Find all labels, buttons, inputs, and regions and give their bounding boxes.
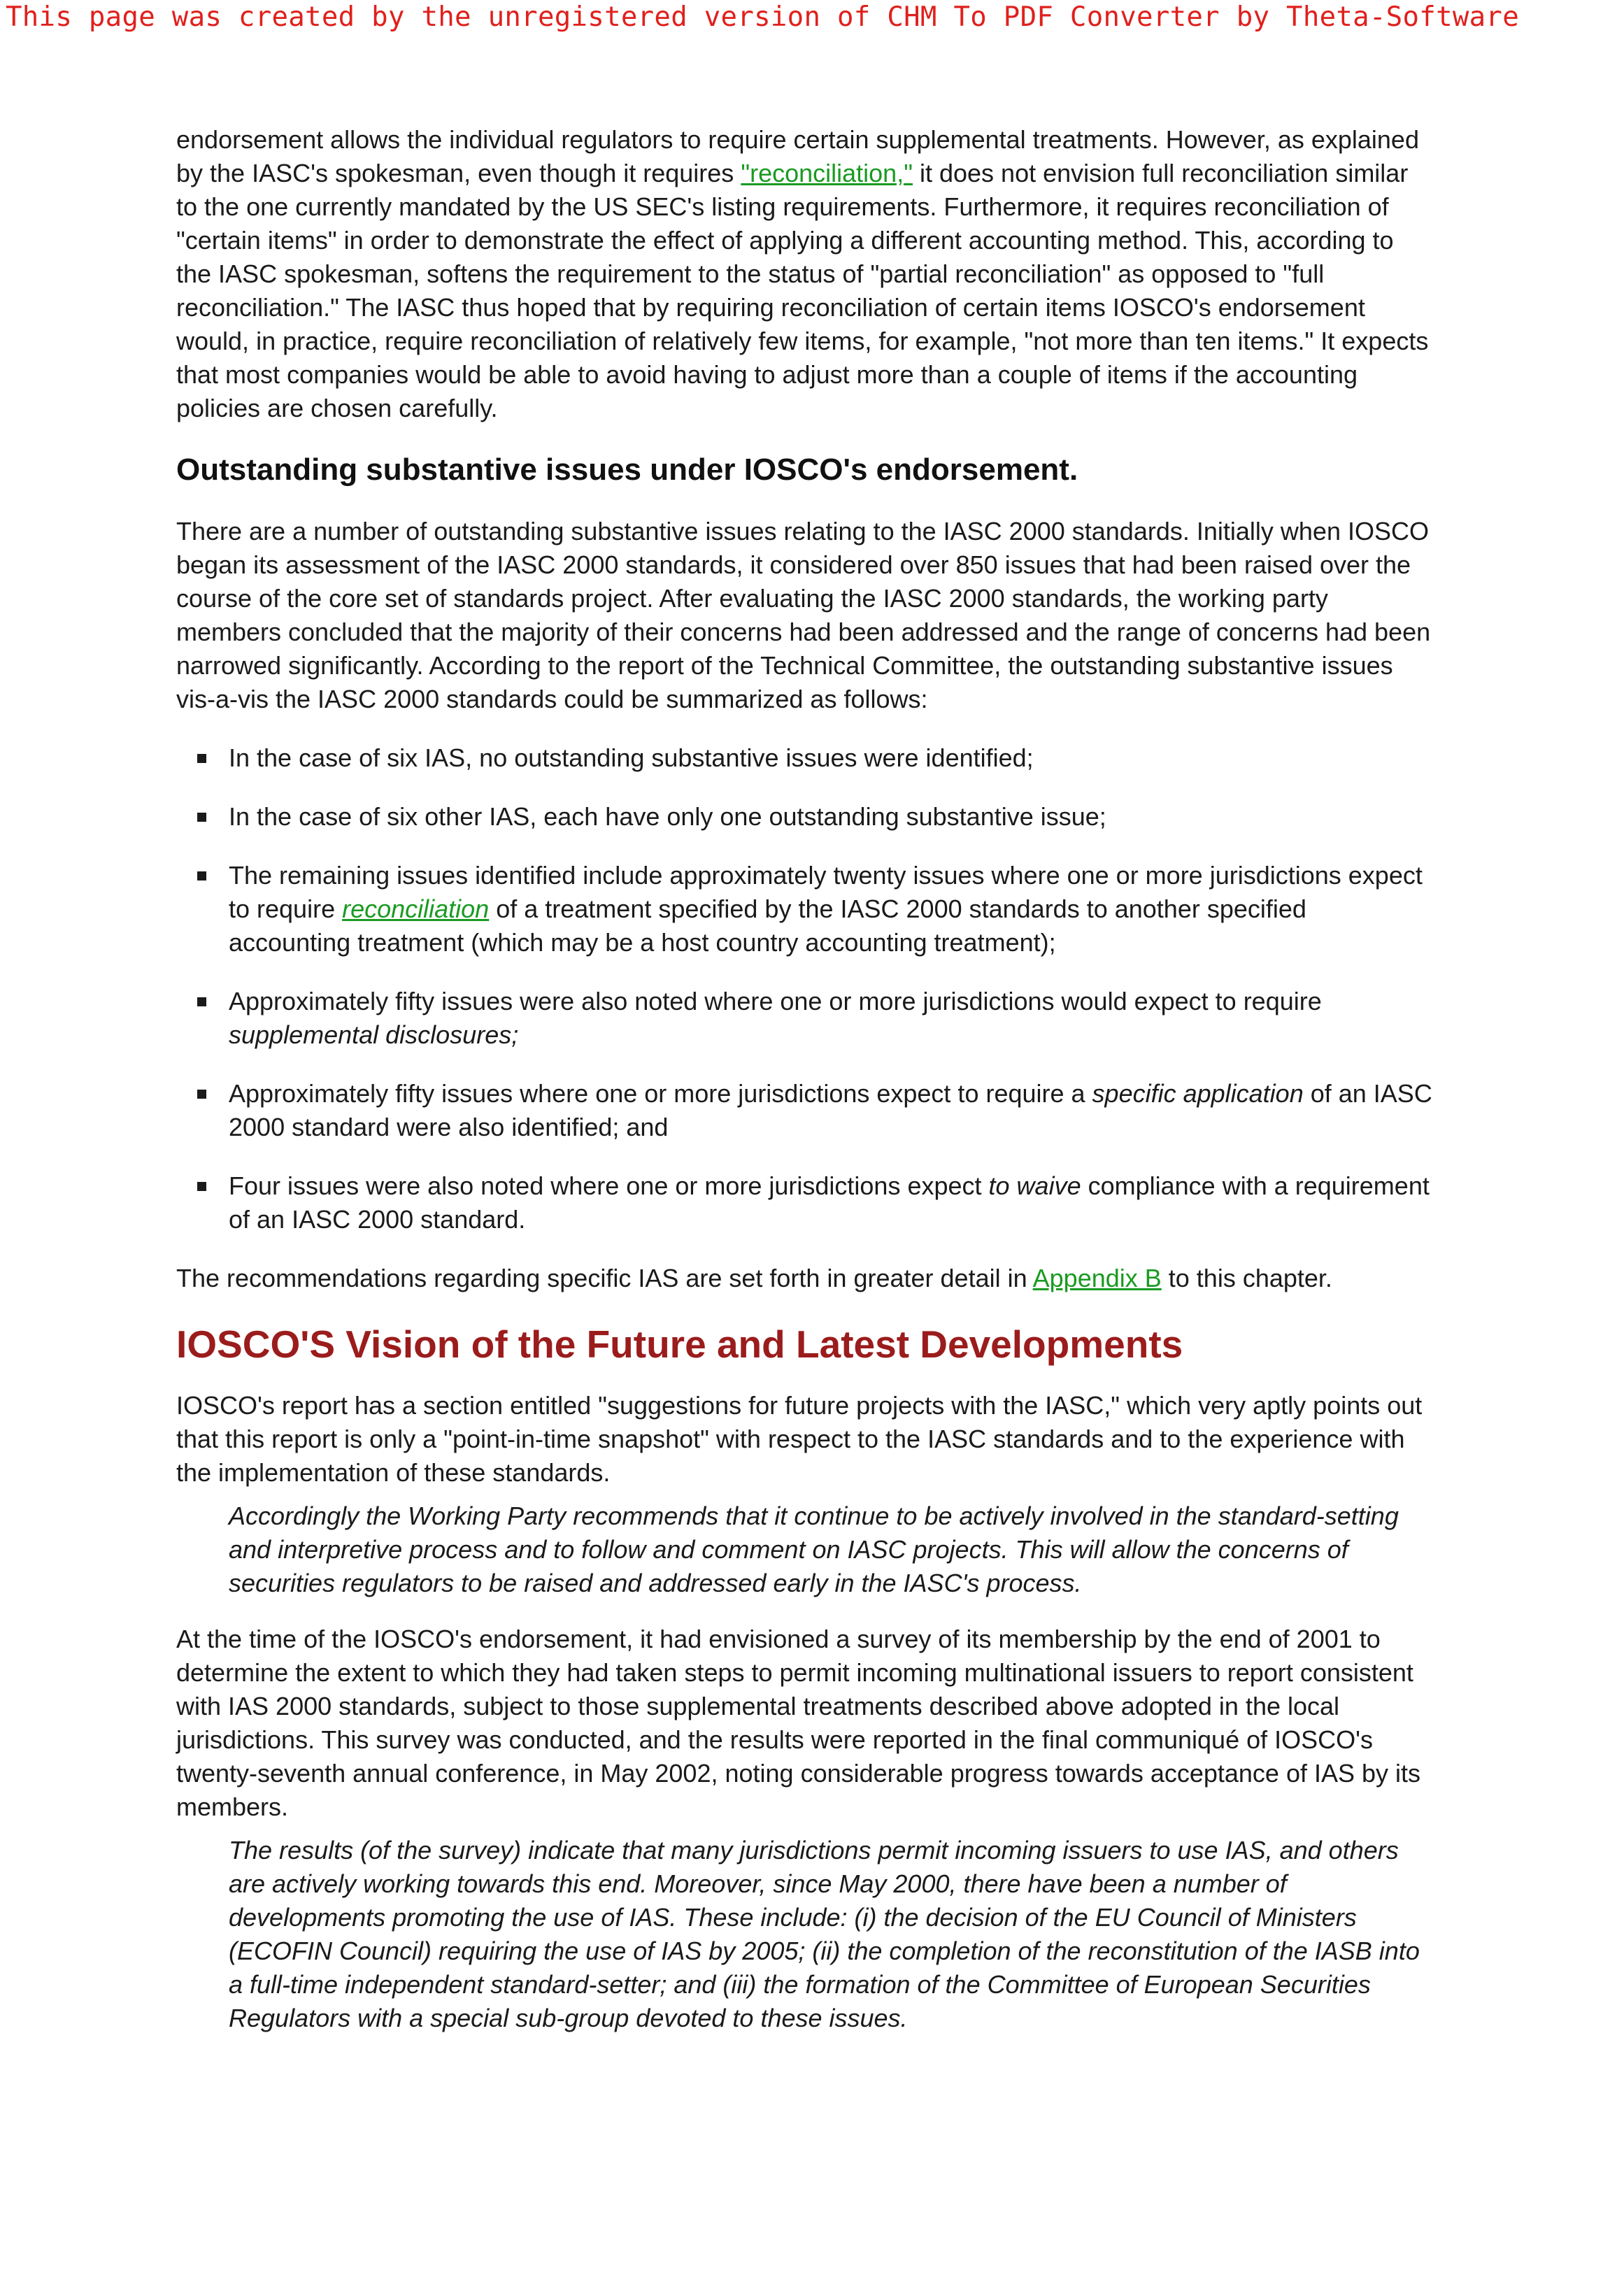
reconciliation-italic-link[interactable]: reconciliation [342, 894, 490, 923]
list-item-text: Approximately fifty issues where one or more jurisdictions expect to require a [229, 1079, 1092, 1108]
survey-results-quote: The results (of the survey) indicate that many jurisdictions permit incoming issuers to use IAS, and others are actively working towards this end. Moreover, since May 2000, there have been a number of developments promoting the use of IAS. These include: (i) the decision of the EU Council of Ministers (ECOFIN Council) requiring the use of IAS by 2005; (ii) the completion of the reconstitution of the IASB into a full-time independent standard-setter; and (iii) the formation of the Committee of European Securities Regulators with a special sub-group devoted to these issues. [229, 1836, 1420, 2032]
working-party-quote: Accordingly the Working Party recommends that it continue to be actively involved in the standard-setting and interpretive process and to follow and comment on IASC projects. This will allow the concerns of securities regulators to be raised and addressed early in the IASC's process. [229, 1502, 1399, 1597]
list-item-text: The remaining issues identified include approximately twenty issues where one or more jurisdictions expect to require [229, 861, 1423, 923]
square-bullet-icon [197, 871, 206, 880]
list-item-text: of an IASC 2000 standard were also identified; and [229, 1079, 1432, 1141]
list-item-text: In the case of six IAS, no outstanding substantive issues were identified; [229, 743, 1034, 772]
list-item [176, 1077, 1435, 1144]
appendix-b-link[interactable]: Appendix B [1032, 1264, 1162, 1292]
document-body [176, 123, 1435, 2058]
square-bullet-icon [197, 997, 206, 1006]
survey-paragraph: At the time of the IOSCO's endorsement, it had envisioned a survey of its membership by the end of 2001 to determine the extent to which they had taken steps to permit incoming multinational issuers to report consistent with IAS 2000 standards, subject to those supplemental treatments described above adopted in the local jurisdictions. This survey was conducted, and the results were reported in the final communiqué of IOSCO's twenty-seventh annual conference, in May 2002, noting considerable progress towards acceptance of IAS by its members. [176, 1625, 1421, 1821]
list-item [176, 800, 1435, 834]
intro-text-b: it does not envision full reconciliation similar to the one currently mandated by the US SEC's listing requirements. Furthermore, it requires reconciliation of "certain items" in order to demonstrate the effect of applying a different accounting method. This, according to the IASC spokesman, softens the requirement to the status of "partial reconciliation" as opposed to "full reconciliation." The IASC thus hoped that by requiring reconciliation of certain items IOSCO's endorsement would, in practice, require reconciliation of relatively few items, for example, "not more than ten items." It expects that most companies would be able to avoid having to adjust more than a couple of items if the accounting policies are chosen carefully. [176, 159, 1429, 422]
vision-paragraph: IOSCO's report has a section entitled "suggestions for future projects with the IASC," which very aptly points out that this report is only a "point-in-time snapshot" with respect to the IASC standards and to the experience with the implementation of these standards. [176, 1391, 1423, 1487]
recommendations-text-a: The recommendations regarding specific IAS are set forth in greater detail in [176, 1264, 1033, 1292]
list-item [176, 859, 1435, 960]
list-item [176, 1169, 1435, 1236]
outstanding-issues-paragraph: There are a number of outstanding substantive issues relating to the IASC 2000 standards. Initially when IOSCO began its assessment of the IASC 2000 standards, it considered over 850 issues that had been raised over the course of the core set of standards project. After evaluating the IASC 2000 standards, the working party members concluded that the majority of their concerns had been addressed and the range of concerns had been narrowed significantly. According to the report of the Technical Committee, the outstanding substantive issues vis-a-vis the IASC 2000 standards could be summarized as follows: [176, 517, 1431, 713]
emphasis-text: supplemental disclosures; [229, 1020, 519, 1049]
square-bullet-icon [197, 1182, 206, 1191]
square-bullet-icon [197, 754, 206, 763]
square-bullet-icon [197, 813, 206, 822]
issues-list [176, 741, 1435, 1236]
recommendations-text-b: to this chapter. [1161, 1264, 1332, 1292]
emphasis-text: specific application [1092, 1079, 1304, 1108]
section-heading-outstanding-issues: Outstanding substantive issues under IOSCO's endorsement. [176, 452, 1078, 487]
list-item-text: of a treatment specified by the IASC 2000 standards to another specified accounting treatment (which may be a host country accounting treatment); [229, 894, 1306, 957]
list-item-text: In the case of six other IAS, each have only one outstanding substantive issue; [229, 802, 1106, 831]
emphasis-text: to waive [988, 1171, 1081, 1200]
reconciliation-link[interactable]: "reconciliation," [741, 159, 913, 187]
list-item [176, 741, 1435, 775]
converter-watermark: This page was created by the unregistered version of CHM To PDF Converter by Theta-Software [6, 1, 1519, 33]
section-heading-vision: IOSCO'S Vision of the Future and Latest Developments [176, 1322, 1183, 1366]
recommendations-paragraph [176, 1262, 1435, 1295]
square-bullet-icon [197, 1090, 206, 1099]
intro-paragraph [176, 123, 1435, 425]
intro-text-a: endorsement allows the individual regulators to require certain supplemental treatments. However, as explained by the IASC's spokesman, even though it requires [176, 125, 1419, 187]
list-item-text: compliance with a requirement of an IASC 2000 standard. [229, 1171, 1430, 1234]
list-item [176, 985, 1435, 1052]
list-item-text: Approximately fifty issues were also noted where one or more jurisdictions would expect to require [229, 987, 1322, 1015]
list-item-text: Four issues were also noted where one or more jurisdictions expect [229, 1171, 989, 1200]
